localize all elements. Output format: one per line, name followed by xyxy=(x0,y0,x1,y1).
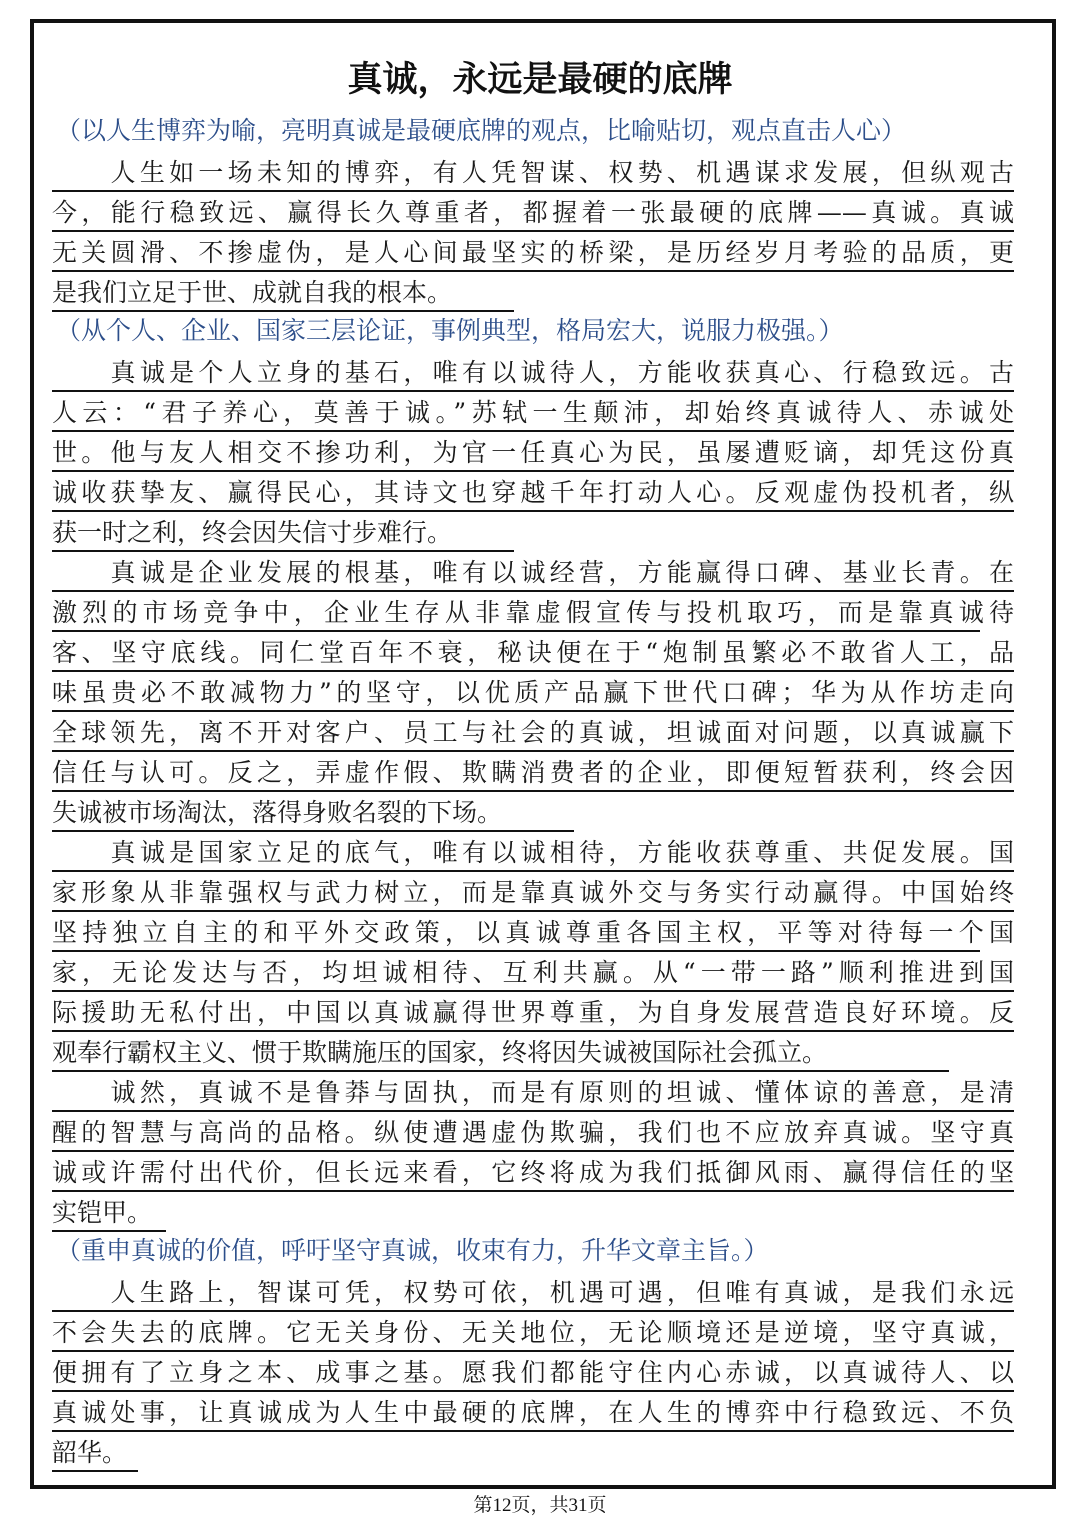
text-line: 全球领先，离不开对客户、员工与社会的真诚，坦诚面对问题，以真诚赢下 xyxy=(52,713,1014,753)
annotation-body: （从个人、企业、国家三层论证，事例典型，格局宏大，说服力极强。） xyxy=(56,316,844,345)
text-line: 今，能行稳致远、赢得长久尊重者，都握着一张最硬的底牌——真诚。真诚 xyxy=(52,193,1014,233)
text-line: 激烈的市场竞争中，企业生存从非靠虚假宣传与投机取巧，而是靠真诚待 xyxy=(52,593,1014,633)
text-line: 真诚是国家立足的底气，唯有以诚相待，方能收获尊重、共促发展。国 xyxy=(52,833,1014,873)
text-line: 无关圆滑、不掺虚伪，是人心间最坚实的桥梁，是历经岁月考验的品质，更 xyxy=(52,233,1014,273)
text-line: 家，无论发达与否，均坦诚相待、互利共赢。从“一带一路”顺利推进到国 xyxy=(52,953,1014,993)
text-line: 际援助无私付出，中国以真诚赢得世界尊重，为自身发展营造良好环境。反 xyxy=(52,993,1014,1033)
text-line: 失诚被市场淘汰，落得身败名裂的下场。 xyxy=(52,793,1014,833)
text-line: 人生如一场未知的博弈，有人凭智谋、权势、机遇谋求发展，但纵观古 xyxy=(52,153,1014,193)
text-line: 韶华。 xyxy=(52,1433,1014,1473)
annotation-intro: （以人生博弈为喻，亮明真诚是最硬底牌的观点，比喻贴切，观点直击人心） xyxy=(56,116,907,145)
text-line: 实铠甲。 xyxy=(52,1193,1014,1233)
text-line: 观奉行霸权主义、惯于欺瞒施压的国家，终将因失诚被国际社会孤立。 xyxy=(52,1033,1014,1073)
text-line: 世。他与友人相交不掺功利，为官一任真心为民，虽屡遭贬谪，却凭这份真 xyxy=(52,433,1014,473)
text-line: 是我们立足于世、成就自我的根本。 xyxy=(52,273,1014,313)
annotation-conclusion: （重申真诚的价值，呼吁坚守真诚，收束有力，升华文章主旨。） xyxy=(56,1236,769,1265)
text-line: 人生路上，智谋可凭，权势可依，机遇可遇，但唯有真诚，是我们永远 xyxy=(52,1273,1014,1313)
text-line: 诚收获挚友、赢得民心，其诗文也穿越千年打动人心。反观虚伪投机者，纵 xyxy=(52,473,1014,513)
text-line: 真诚处事，让真诚成为人生中最硬的底牌，在人生的博弈中行稳致远、不负 xyxy=(52,1393,1014,1433)
paragraph-enterprise xyxy=(52,553,1014,833)
text-line: 味虽贵必不敢减物力”的坚守，以优质产品赢下世代口碑；华为从作坊走向 xyxy=(52,673,1014,713)
paragraph-intro xyxy=(52,153,1014,313)
page-number: 第12页，共31页 xyxy=(473,1495,607,1516)
essay-title: 真诚，永远是最硬的底牌 xyxy=(347,60,733,100)
text-line: 诚或许需付出代价，但长远来看，它终将成为我们抵御风雨、赢得信任的坚 xyxy=(52,1153,1014,1193)
text-line: 客、坚守底线。同仁堂百年不衰，秘诀便在于“炮制虽繁必不敢省人工，品 xyxy=(52,633,1014,673)
text-line: 醒的智慧与高尚的品格。纵使遭遇虚伪欺骗，我们也不应放弃真诚。坚守真 xyxy=(52,1113,1014,1153)
text-line: 坚持独立自主的和平外交政策，以真诚尊重各国主权，平等对待每一个国 xyxy=(52,913,1014,953)
text-line: 家形象从非靠强权与武力树立，而是靠真诚外交与务实行动赢得。中国始终 xyxy=(52,873,1014,913)
paragraph-conclusion xyxy=(52,1273,1014,1473)
text-line: 真诚是企业发展的根基，唯有以诚经营，方能赢得口碑、基业长青。在 xyxy=(52,553,1014,593)
paragraph-individual xyxy=(52,353,1014,553)
paragraph-nation xyxy=(52,833,1014,1073)
text-line: 真诚是个人立身的基石，唯有以诚待人，方能收获真心、行稳致远。古 xyxy=(52,353,1014,393)
text-line: 人云：“君子养心，莫善于诚。”苏轼一生颠沛，却始终真诚待人、赤诚处 xyxy=(52,393,1014,433)
text-line: 诚然，真诚不是鲁莽与固执，而是有原则的坦诚、懂体谅的善意，是清 xyxy=(52,1073,1014,1113)
text-line: 不会失去的底牌。它无关身份、无关地位，无论顺境还是逆境，坚守真诚， xyxy=(52,1313,1014,1353)
paragraph-clarification xyxy=(52,1073,1014,1233)
text-line: 便拥有了立身之本、成事之基。愿我们都能守住内心赤诚，以真诚待人、以 xyxy=(52,1353,1014,1393)
text-line: 信任与认可。反之，弄虚作假、欺瞒消费者的企业，即便短暂获利，终会因 xyxy=(52,753,1014,793)
text-line: 获一时之利，终会因失信寸步难行。 xyxy=(52,513,1014,553)
